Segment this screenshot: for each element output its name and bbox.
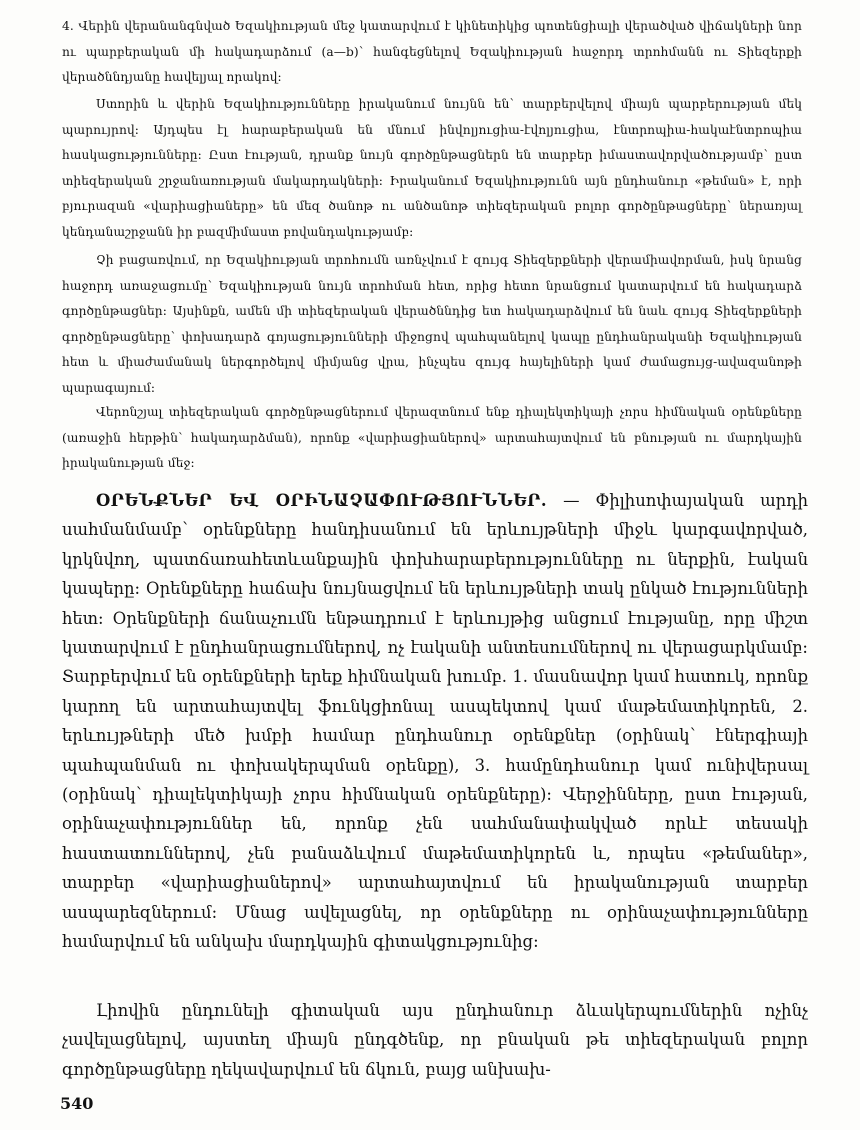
paragraph-last: Լիովին ընդունելի գիտական այս ընդհանուր ձևակերպումներին ոչինչ չավելացնելով, այստեղ միայն ընդգծենք, որ բնական թե տիեզերական բոլոր գործընթացները ղեկավարվում են ճկուն, բայց անխախ- [62,1001,808,1079]
section-heading: ՕՐԵՆՔՆԵՐ ԵՎ ՕՐԻՆԱՉԱՓՈՒԹՅՈՒՆՆԵՐ. [96,491,548,510]
paragraph-2: Ստորին և վերին Եզակիությունները իրականում նույնն են՝ տարբերվելով միայն պարբերության մեկ պարույրով։ Այդպես էլ հարաբերական են մնում ինվոլյուցիա-էվոլյուցիա, էնտրոպիա-հակաէնտրոպիա հասկացությունները։ Ըստ էության, դրանք նույն գործընթացներն են տարբեր իմաստավորվածությամբ՝ ըստ տիեզերական շրջանառության մակարդակների։ Իրականում Եզակիությունն այն ընդհանուր «թեման» է, որի բյուրազան «վարիացիաները» են մեզ ծանոթ ու անծանոթ տիեզերական բոլոր գործընթացները՝ ներառյալ կենդանաշրջանն իր բազմիմաստ բովանդակությամբ։ [62,97,802,239]
section-paragraph [62,486,808,957]
paragraph-4: Վերոնշյալ տիեզերական գործընթացներում վերազտնում ենք դիալեկտիկայի չորս հիմնական օրենքները (առաջին հերթին՝ հակադարձման), որոնք «վարիացիաներով» արտահայտվում են բնության ու մարդկային իրականության մեջ։ [62,405,802,471]
section-body: — Փիլիսոփայական արդի սահմանմամբ՝ օրենքները հանդիսանում են երևույթների միջև կարգավորված, կրկնվող, պատճառահետևանքային փոխհարաբերությունները ու ներքին, էական կապերը։ Օրենքները հաճախ նույնացվում են երևույթների տակ ընկած էությունների հետ։ Օրենքների ճանաչումն ենթադրում է երևույթից անցում էությանը, որը միշտ կատարվում է ընդհանրացումներով, ոչ էականի անտեսումներով ու վերացարկմամբ։ Տարբերվում են օրենքների երեք հիմնական խումբ. 1. մասնավոր կամ հատուկ, որոնք կարող են արտահայտվել ֆունկցիոնալ ասպեկտով կամ մաթեմատիկորեն, 2. երևույթների մեծ խմբի համար ընդհանուր օրենքներ (օրինակ՝ էներգիայի պահպանման ու փոխակերպման օրենքը), 3. համընդհանուր կամ ունիվերսալ (օրինակ՝ դիալեկտիկայի չորս հիմնական օրենքները)։ Վերջինները, ըստ էության, օրինաչափություններ են, որոնք չեն սահմանափակված որևէ տեսակի հաստատուններով, չեն բանաձևվում մաթեմատիկորեն և, որպես «թեմաներ», տարբեր «վարիացիաներով» արտահայտվում են իրականության տարբեր ասպարեզներում։ Մնաց ավելացնել, որ օրենքները ու օրինաչափությունները համարվում են անկախ մարդկային գիտակցությունից։ [62,491,808,952]
paragraph-1: 4. Վերին վերանանգնված Եզակիության մեջ կատարվում է կինետիկից պոտենցիալի վերածված վիճակների նոր ու պարբերական մի հակադարձում (a—b)՝ հանգեցնելով Եզակիության հաջորդ տրոհմանն ու Տիեզերքի վերածննդյանը հավելյալ որակով։ [62,19,802,85]
page-number: 540 [60,1094,94,1113]
paragraph-3: Չի բացառվում, որ Եզակիության տրոհումն առնչվում է զույգ Տիեզերքների վերամիավորման, իսկ նրանց հաջորդ առաջացումը՝ Եզակիության նույն տրոհման հետ, որից հետո նրանցում կատարվում են հակադարձ գործընթացներ։ Այսինքն, ամեն մի տիեզերական վերածննդից ետ հակադարձվում են նաև զույգ Տիեզերքների գործընթացները՝ փոխադարձ գոյացությունների միջոցով պահպանելով կապը ընդհանրականի Եզակիության հետ և միաժամանակ ներգործելով միմյանց վրա, ինչպես զույգ հայելիների կամ ժամացույց-ավազանոթի պարագայում։ [62,253,802,395]
